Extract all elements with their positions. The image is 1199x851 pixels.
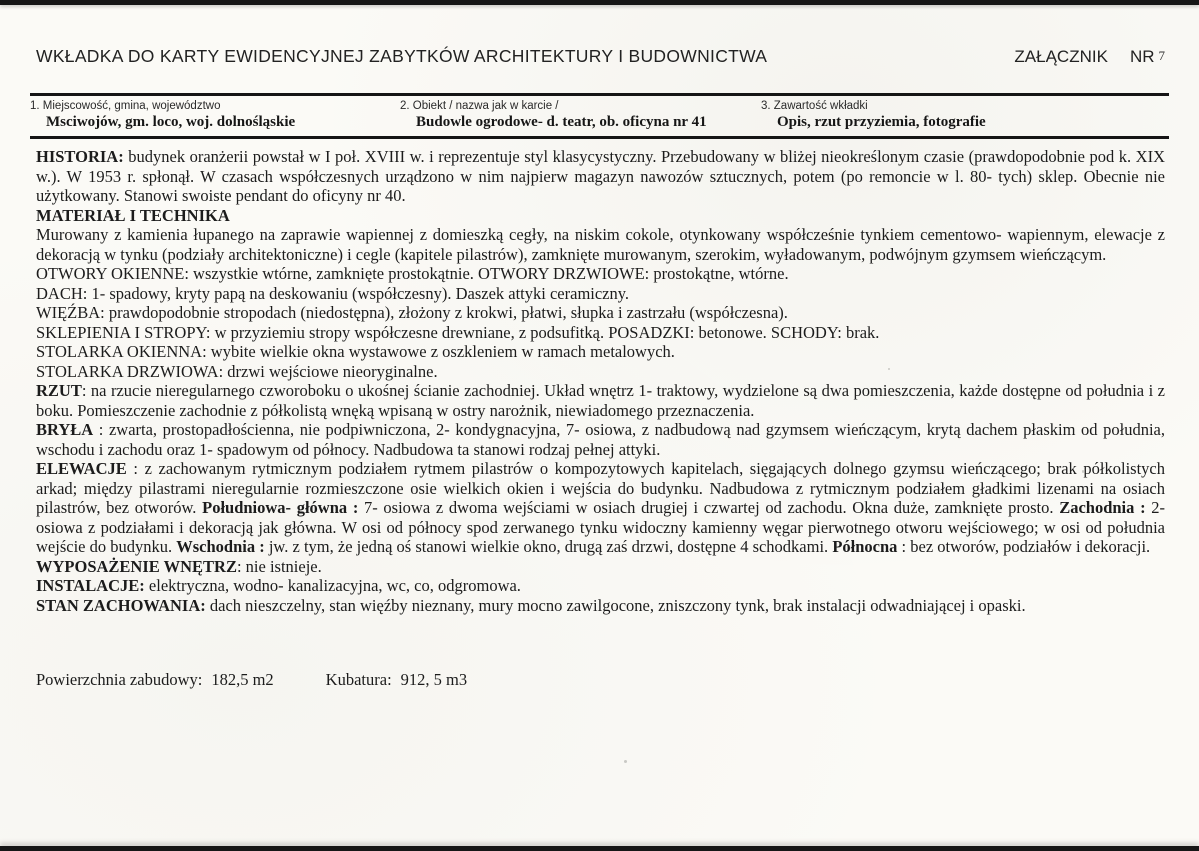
attachment-label xyxy=(1014,47,1165,67)
scan-edge-bottom xyxy=(0,846,1199,851)
page-title: WKŁADKA DO KARTY EWIDENCYJNEJ ZABYTKÓW ARCHITEKTURY I BUDOWNICTWA xyxy=(36,46,768,66)
scan-speckle xyxy=(1082,470,1084,473)
body-paragraph xyxy=(36,264,1165,284)
volume-label: Kubatura: xyxy=(325,670,392,689)
section-heading: RZUT xyxy=(36,381,82,400)
body-paragraph xyxy=(36,420,1165,459)
info-field xyxy=(30,99,400,131)
attachment-number: 7 xyxy=(1158,48,1165,63)
body-text-segment: SKLEPIENIA I STROPY: w przyziemiu stropy współczesne drewniane, z podsufitką. POSADZKI: betonowe. SCHODY: brak. xyxy=(36,322,880,342)
body-text-segment: : bez otworów, podziałów i dekoracji. xyxy=(897,537,1151,556)
body-text-segment: budynek oranżerii powstał w I poł. XVIII w. i reprezentuje styl klasycystyczny. Przebudowany w bliżej nieokreślonym czasie (prawdopodobnie pod k. XIX w.). W 1953 r. spłonął. W czasach współczesnych urządzono w nim najpierw magazyn nawozów sztucznych, potem (po remoncie w l. 80- tych) sklep. Obecnie nie użytkowany. Stanowi swoiste pendant do oficyny nr 40. xyxy=(36,147,1165,205)
body-paragraph xyxy=(36,459,1165,557)
body-paragraph xyxy=(36,596,1165,616)
attachment-word: ZAŁĄCZNIK xyxy=(1014,47,1108,66)
body-text-segment: jw. z tym, że jedną oś stanowi wielkie okno, drugą zaś drzwi, dostępne 4 schodkami. xyxy=(264,537,833,556)
built-area-value: 182,5 m2 xyxy=(211,670,274,689)
body-paragraph xyxy=(36,557,1165,577)
body-paragraph xyxy=(36,284,1165,304)
info-field-value: Msciwojów, gm. loco, woj. dolnośląskie xyxy=(46,114,296,130)
section-heading: WYPOSAŻENIE WNĘTRZ xyxy=(36,556,237,576)
scan-speckle xyxy=(624,760,627,763)
metrics-row xyxy=(36,670,467,690)
body-paragraph xyxy=(36,342,1165,362)
body-text-segment: DACH: 1- spadowy, kryty papą na deskowaniu (współczesny). Daszek attyki ceramiczny. xyxy=(36,283,630,303)
body-paragraph xyxy=(36,303,1165,323)
body-text-segment: Murowany z kamienia łupanego na zaprawie wapiennej z domieszką cegły, na niskim cokole, otynkowany współcześnie tynkiem cementowo- wapiennym, elewacje z dekoracją w tynku (podziały architektoniczne) i cegle (kapitele pilastrów), zamknięte murowanym, szerokim, wyładowanym, podwójnym gzymsem wieńczącym. xyxy=(36,225,1165,264)
info-field xyxy=(761,99,1169,131)
volume-value: 912, 5 m3 xyxy=(400,670,468,689)
body-text-segment: dach nieszczelny, stan więźby nieznany, mury mocno zawilgocone, zniszczony tynk, brak instalacji odwadniającej i opaski. xyxy=(205,595,1026,615)
body-paragraph xyxy=(36,381,1165,420)
section-heading: BRYŁA xyxy=(36,420,94,439)
body-text-segment: 2- osiowa z podziałami i dekoracją jak główna. W osi od północy spod zerwanego tynku widoczny kamienny węgar pierwotnego otworu wejściowego; w osi od południa wejście do budynku. xyxy=(36,498,1166,556)
body-text-segment: : z zachowanym rytmicznym podziałem rytmem pilastrów o kompozytowych kapitelach, sięgających dolnego gzymsu wieńczącego; brak półkolistych arkad; między pilastrami nieregularnie rozmieszczone osie wielkich okien i wejścia do budynku. Nadbudowa z rytmicznym podziałem gładkimi lizenami na osiach pilastrów, bez otworów. xyxy=(36,459,1165,517)
body-text-segment: 7- osiowa z dwoma wejściami w osiach drugiej i czwartej od zachodu. Okna duże, zamknięte prosto. xyxy=(358,498,1060,517)
info-field-value: Budowle ogrodowe- d. teatr, ob. oficyna nr 41 xyxy=(416,114,707,130)
section-heading: STAN ZACHOWANIA: xyxy=(36,595,206,615)
section-heading: Północna xyxy=(832,537,898,556)
info-table xyxy=(30,93,1169,139)
body-text-segment: OTWORY OKIENNE: wszystkie wtórne, zamknięte prostokątnie. OTWORY DRZWIOWE: prostokątne, wtórne. xyxy=(36,264,789,283)
section-heading: HISTORIA: xyxy=(36,147,124,166)
section-heading: INSTALACJE: xyxy=(36,576,145,595)
built-area-label: Powierzchnia zabudowy: xyxy=(36,670,203,689)
info-field-label: 3. Zawartość wkładki xyxy=(761,100,868,112)
info-field-label: 1. Miejscowość, gmina, województwo xyxy=(30,100,221,112)
info-field-label: 2. Obiekt / nazwa jak w karcie / xyxy=(400,100,559,112)
body-paragraph xyxy=(36,323,1165,343)
section-heading: MATERIAŁ I TECHNIKA xyxy=(36,205,230,225)
attachment-nr-word: NR xyxy=(1129,47,1155,66)
info-field xyxy=(400,99,761,131)
section-heading: Zachodnia : xyxy=(1059,498,1146,517)
document-header xyxy=(36,46,1165,67)
body-text-segment: : nie istnieje. xyxy=(236,556,322,576)
body-text-segment: STOLARKA DRZWIOWA: drzwi wejściowe nieoryginalne. xyxy=(36,361,438,381)
body-paragraph xyxy=(36,225,1165,264)
section-heading: ELEWACJE xyxy=(36,459,127,478)
body-text-segment: : zwarta, prostopadłościenna, nie podpiwniczona, 2- kondygnacyjna, 7- osiowa, z nadbudową nad gzymsem wieńczącym, krytą dachem płaskim od południa, wschodu i zachodu oraz 1- spadowym od północy. Nadbudowa ta stanowi rodzaj pełnej attyki. xyxy=(36,420,1165,459)
body-paragraph xyxy=(36,147,1165,206)
section-heading: Południowa- główna : xyxy=(202,498,359,517)
scan-speckle xyxy=(888,368,890,370)
body-text-segment: : na rzucie nieregularnego czworoboku o ukośnej ścianie zachodniej. Układ wnętrz 1- traktowy, wydzielone są dwa pomieszczenia, każde dostępne od południa i z boku. Pomieszczenie zachodnie z półkolistą wnęką wpisaną w ostry narożnik, niewiadomego przeznaczenia. xyxy=(36,381,1165,420)
body-text-segment: STOLARKA OKIENNA: wybite wielkie okna wystawowe z oszkleniem w ramach metalowych. xyxy=(36,342,675,361)
body-text-segment: elektryczna, wodno- kanalizacyjna, wc, co, odgromowa. xyxy=(144,576,521,595)
section-heading: Wschodnia : xyxy=(176,537,265,556)
body-paragraph xyxy=(36,362,1165,382)
body-paragraph xyxy=(36,576,1165,596)
document-body xyxy=(36,147,1165,615)
scan-edge-top xyxy=(0,0,1199,5)
body-text-segment: WIĘŹBA: prawdopodobnie stropodach (niedostępna), złożony z krokwi, płatwi, słupka i zastrzału (współczesna). xyxy=(36,303,788,322)
info-field-value: Opis, rzut przyziemia, fotografie xyxy=(777,114,986,130)
body-paragraph xyxy=(36,206,1165,226)
